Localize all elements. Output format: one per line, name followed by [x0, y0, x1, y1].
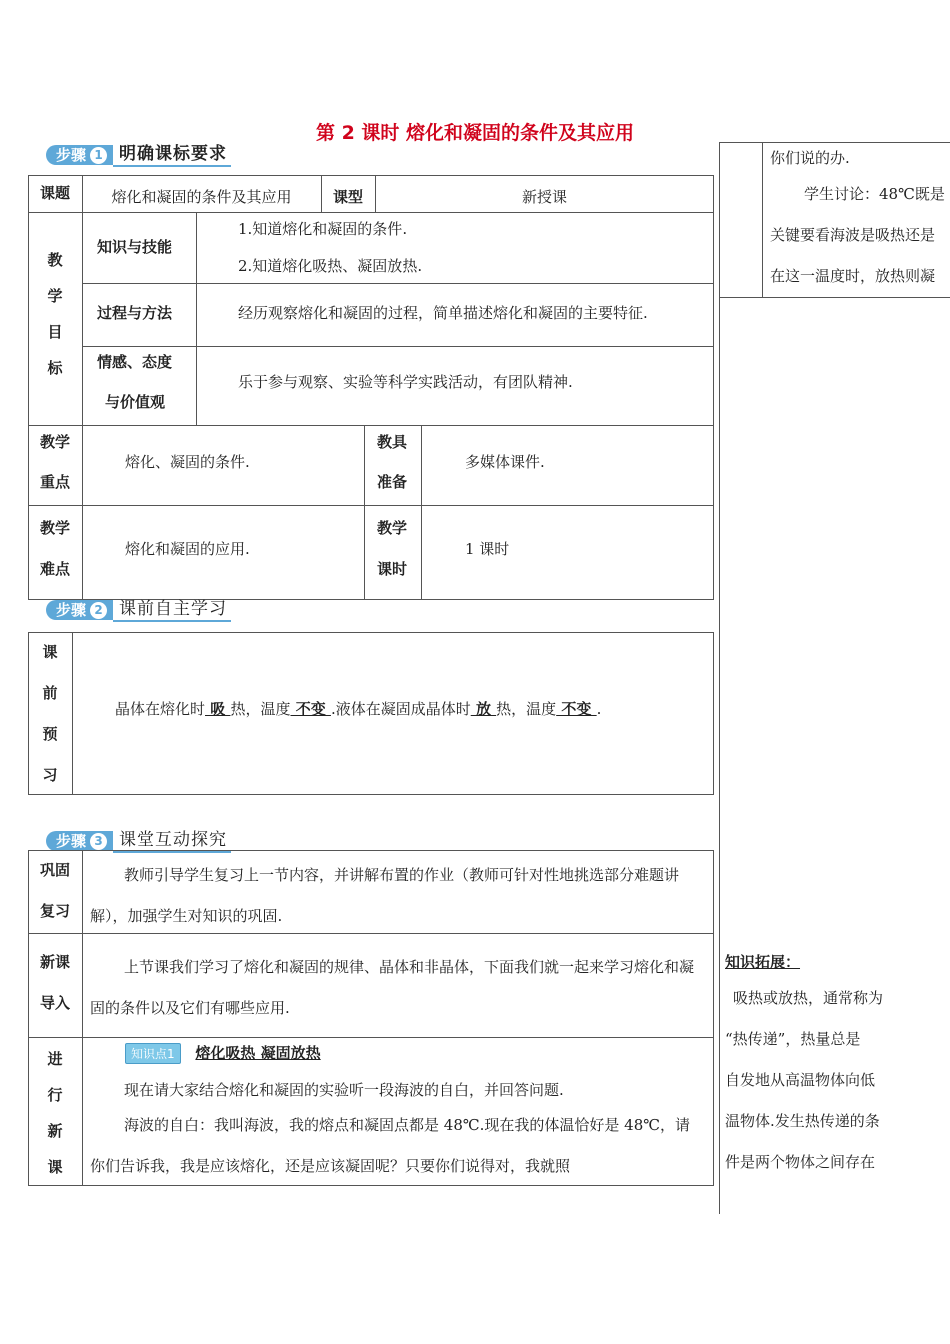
- extension-line-1: 吸热或放热，通常称为: [733, 989, 884, 1007]
- tools-label-2: 准备: [377, 473, 408, 491]
- focus-value: 熔化、凝固的条件.: [125, 453, 250, 471]
- process-value: 经历观察熔化和凝固的过程，简单描述熔化和凝固的主要特征.: [238, 304, 648, 322]
- tools-value: 多媒体课件.: [465, 453, 545, 471]
- step-number-icon: 2: [90, 602, 107, 619]
- emotion-label-1: 情感、态度: [97, 353, 173, 371]
- page-title: 第 2 课时 熔化和凝固的条件及其应用: [315, 122, 635, 144]
- step-badge: 步骤 1: [46, 145, 113, 165]
- side-line-2: 学生讨论：48℃既是: [804, 185, 945, 203]
- step-badge: 步骤 3: [46, 831, 113, 851]
- side-line-4: 在这一温度时，放热则凝: [770, 267, 936, 285]
- answer-blank: 吸: [205, 700, 231, 718]
- preview-sentence: 晶体在熔化时 吸 热，温度 不变 .液体在凝固成晶体时 放 热，温度 不变 .: [115, 700, 602, 718]
- preview-label: 课 前 预 习: [42, 643, 58, 784]
- step-1-header: [46, 143, 231, 167]
- process-label: 过程与方法: [97, 304, 173, 322]
- hours-label-2: 课时: [377, 560, 408, 578]
- step-label: 课堂互动探究: [113, 829, 231, 853]
- review-text: 教师引导学生复习上一节内容，并讲解布置的作业（教师可针对性地挑选部分难题讲解），加强学生对知识的巩固.: [90, 866, 680, 925]
- difficulty-value: 熔化和凝固的应用.: [125, 540, 250, 558]
- new-lesson-label: 进 行 新 课: [47, 1050, 63, 1176]
- extension-line-2: “热传递”，热量总是: [725, 1030, 861, 1048]
- extension-title: 知识拓展：: [725, 953, 801, 971]
- answer-blank: 不变: [556, 700, 597, 718]
- type-value: 新授课: [521, 188, 567, 206]
- knowledge-item-1: 1.知道熔化和凝固的条件.: [238, 220, 408, 238]
- tools-label-1: 教具: [377, 433, 408, 451]
- knowledge-label: 知识与技能: [97, 238, 173, 256]
- intro-text: 上节课我们学习了熔化和凝固的规律、晶体和非晶体，下面我们就一起来学习熔化和凝固的条件以及它们有哪些应用.: [90, 958, 695, 1017]
- topic-label: 课题: [40, 184, 71, 202]
- emotion-label-2: 与价值观: [105, 393, 166, 411]
- step-number-icon: 1: [90, 147, 107, 164]
- intro-label-2: 导入: [40, 994, 71, 1012]
- hours-value: 1 课时: [465, 540, 510, 558]
- extension-line-5: 件是两个物体之间存在: [725, 1153, 876, 1171]
- extension-line-3: 自发地从高温物体向低: [725, 1071, 876, 1089]
- focus-label-1: 教学: [40, 433, 71, 451]
- answer-blank: 放: [470, 700, 497, 718]
- review-label-1: 巩固: [40, 861, 71, 879]
- hours-label-1: 教学: [377, 519, 408, 537]
- step-label: 明确课标要求: [113, 143, 231, 167]
- step-badge: 步骤 2: [46, 600, 113, 620]
- goals-label: 教 学 目 标: [47, 251, 63, 377]
- step-2-header: [46, 598, 231, 622]
- knowledge-point-tag: 知识点1: [125, 1043, 181, 1064]
- answer-blank: 不变: [290, 700, 331, 718]
- step-number-icon: 3: [90, 833, 107, 850]
- extension-line-4: 温物体.发生热传递的条: [725, 1112, 880, 1130]
- intro-label-1: 新课: [40, 953, 71, 971]
- difficulty-label-1: 教学: [40, 519, 71, 537]
- new-lesson-paragraph-2: 海波的自白：我叫海波，我的熔点和凝固点都是 48℃.现在我的体温恰好是 48℃，请你们告诉我，我是应该熔化，还是应该凝固呢？只要你们说得对，我就照: [90, 1116, 691, 1175]
- emotion-value: 乐于参与观察、实验等科学实践活动，有团队精神.: [238, 373, 573, 391]
- focus-label-2: 重点: [40, 473, 71, 491]
- side-line-3: 关键要看海波是吸热还是: [770, 226, 936, 244]
- new-lesson-paragraph-1: 现在请大家结合熔化和凝固的实验听一段海波的自白，并回答问题.: [124, 1081, 564, 1099]
- knowledge-point-title: 熔化吸热 凝固放热: [195, 1044, 321, 1062]
- step-label: 课前自主学习: [113, 598, 231, 622]
- knowledge-point-heading: [125, 1042, 321, 1064]
- side-line-1: 你们说的办.: [770, 149, 850, 167]
- review-label-2: 复习: [40, 902, 71, 920]
- type-label: 课型: [333, 188, 364, 206]
- topic-value: 熔化和凝固的条件及其应用: [111, 188, 292, 206]
- knowledge-item-2: 2.知道熔化吸热、凝固放热.: [238, 257, 423, 275]
- difficulty-label-2: 难点: [40, 560, 71, 578]
